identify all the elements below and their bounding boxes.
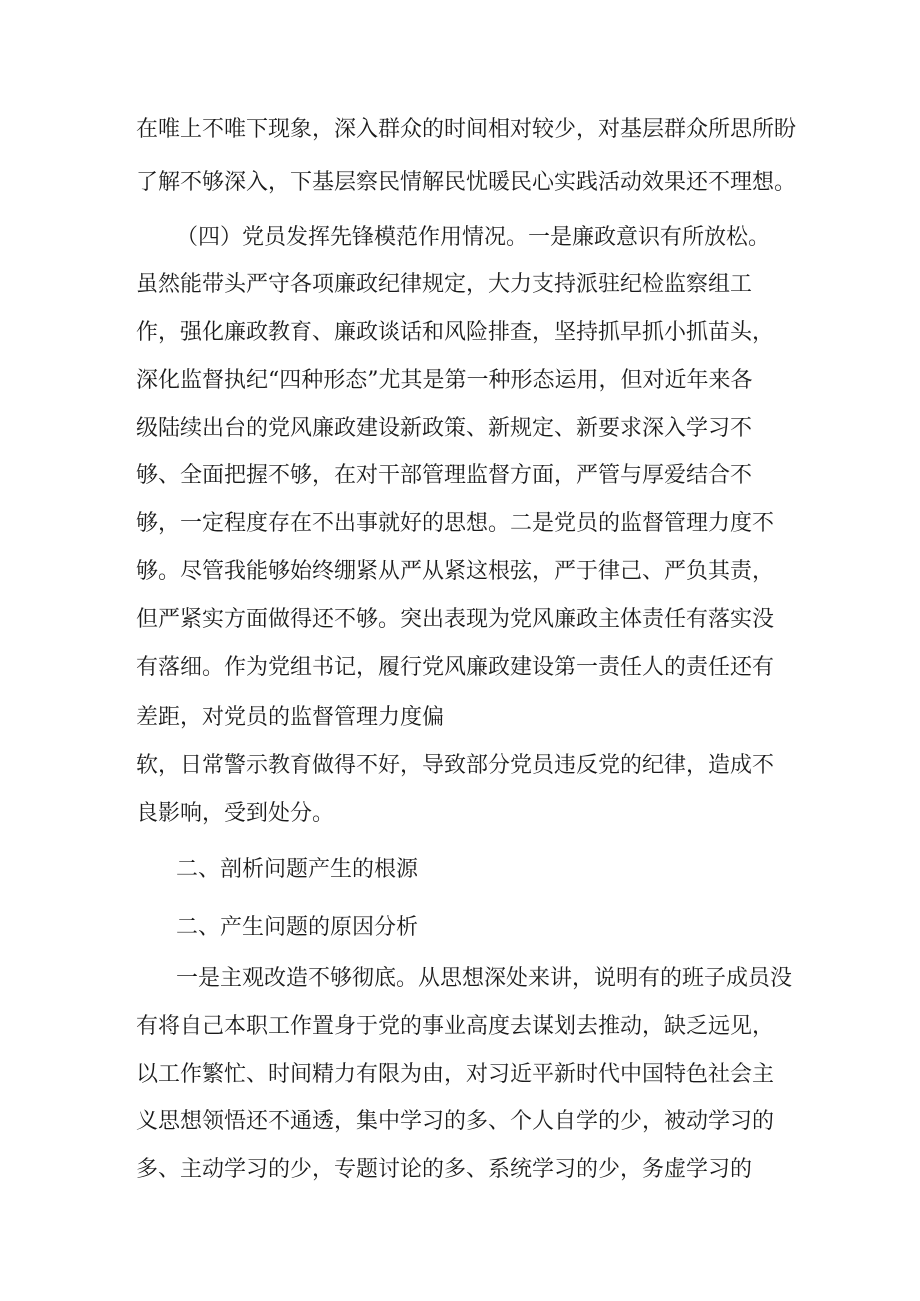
text-line: 级陆续出台的党风廉政建设新政策、新规定、新要求深入学习不 <box>136 416 753 441</box>
text-line: 够，一定程度存在不出事就好的思想。二是党员的监督管理力度不 <box>136 511 775 536</box>
text-line: 有落细。作为党组书记，履行党风廉政建设第一责任人的责任还有 <box>136 655 775 680</box>
text-line: 了解不够深入，下基层察民情解民忧暖民心实践活动效果还不理想。 <box>136 170 797 195</box>
text-line: 多、主动学习的少，专题讨论的多、系统学习的少，务虚学习的 <box>136 1157 753 1182</box>
text-line: 一是主观改造不够彻底。从思想深处来讲，说明有的班子成员没 <box>176 966 793 991</box>
section-heading: 二、产生问题的原因分析 <box>176 915 419 940</box>
text-line: 差距，对党员的监督管理力度偏 <box>136 705 445 730</box>
text-line: 深化监督执纪“四种形态”尤其是第一种形态运用，但对近年来各 <box>136 368 753 393</box>
text-line: 有将自己本职工作置身于党的事业高度去谋划去推动，缺乏远见， <box>136 1014 775 1039</box>
text-line: 作，强化廉政教育、廉政谈话和风险排查，坚持抓早抓小抓苗头， <box>136 320 775 345</box>
text-line: 但严紧实方面做得还不够。突出表现为党风廉政主体责任有落实没 <box>136 607 775 632</box>
text-line: 够。尽管我能够始终绷紧从严从紧这根弦，严于律己、严负其责， <box>136 559 775 584</box>
text-line: 虽然能带头严守各项廉政纪律规定，大力支持派驻纪检监察组工 <box>136 272 753 297</box>
paragraph-heading: （四）党员发挥先锋模范作用情况。一是廉政意识有所放松。 <box>176 225 771 250</box>
text-line: 义思想领悟还不通透，集中学习的多、个人自学的少，被动学习的 <box>136 1109 775 1134</box>
text-line: 以工作繁忙、时间精力有限为由，对习近平新时代中国特色社会主 <box>136 1062 775 1087</box>
text-line: 软，日常警示教育做得不好，导致部分党员违反党的纪律，造成不 <box>136 753 775 778</box>
text-line: 在唯上不唯下现象，深入群众的时间相对较少，对基层群众所思所盼 <box>136 117 797 142</box>
text-line: 够、全面把握不够，在对干部管理监督方面，严管与厚爱结合不 <box>136 463 753 488</box>
section-heading: 二、剖析问题产生的根源 <box>176 857 419 882</box>
text-line: 良影响，受到处分。 <box>136 801 335 826</box>
